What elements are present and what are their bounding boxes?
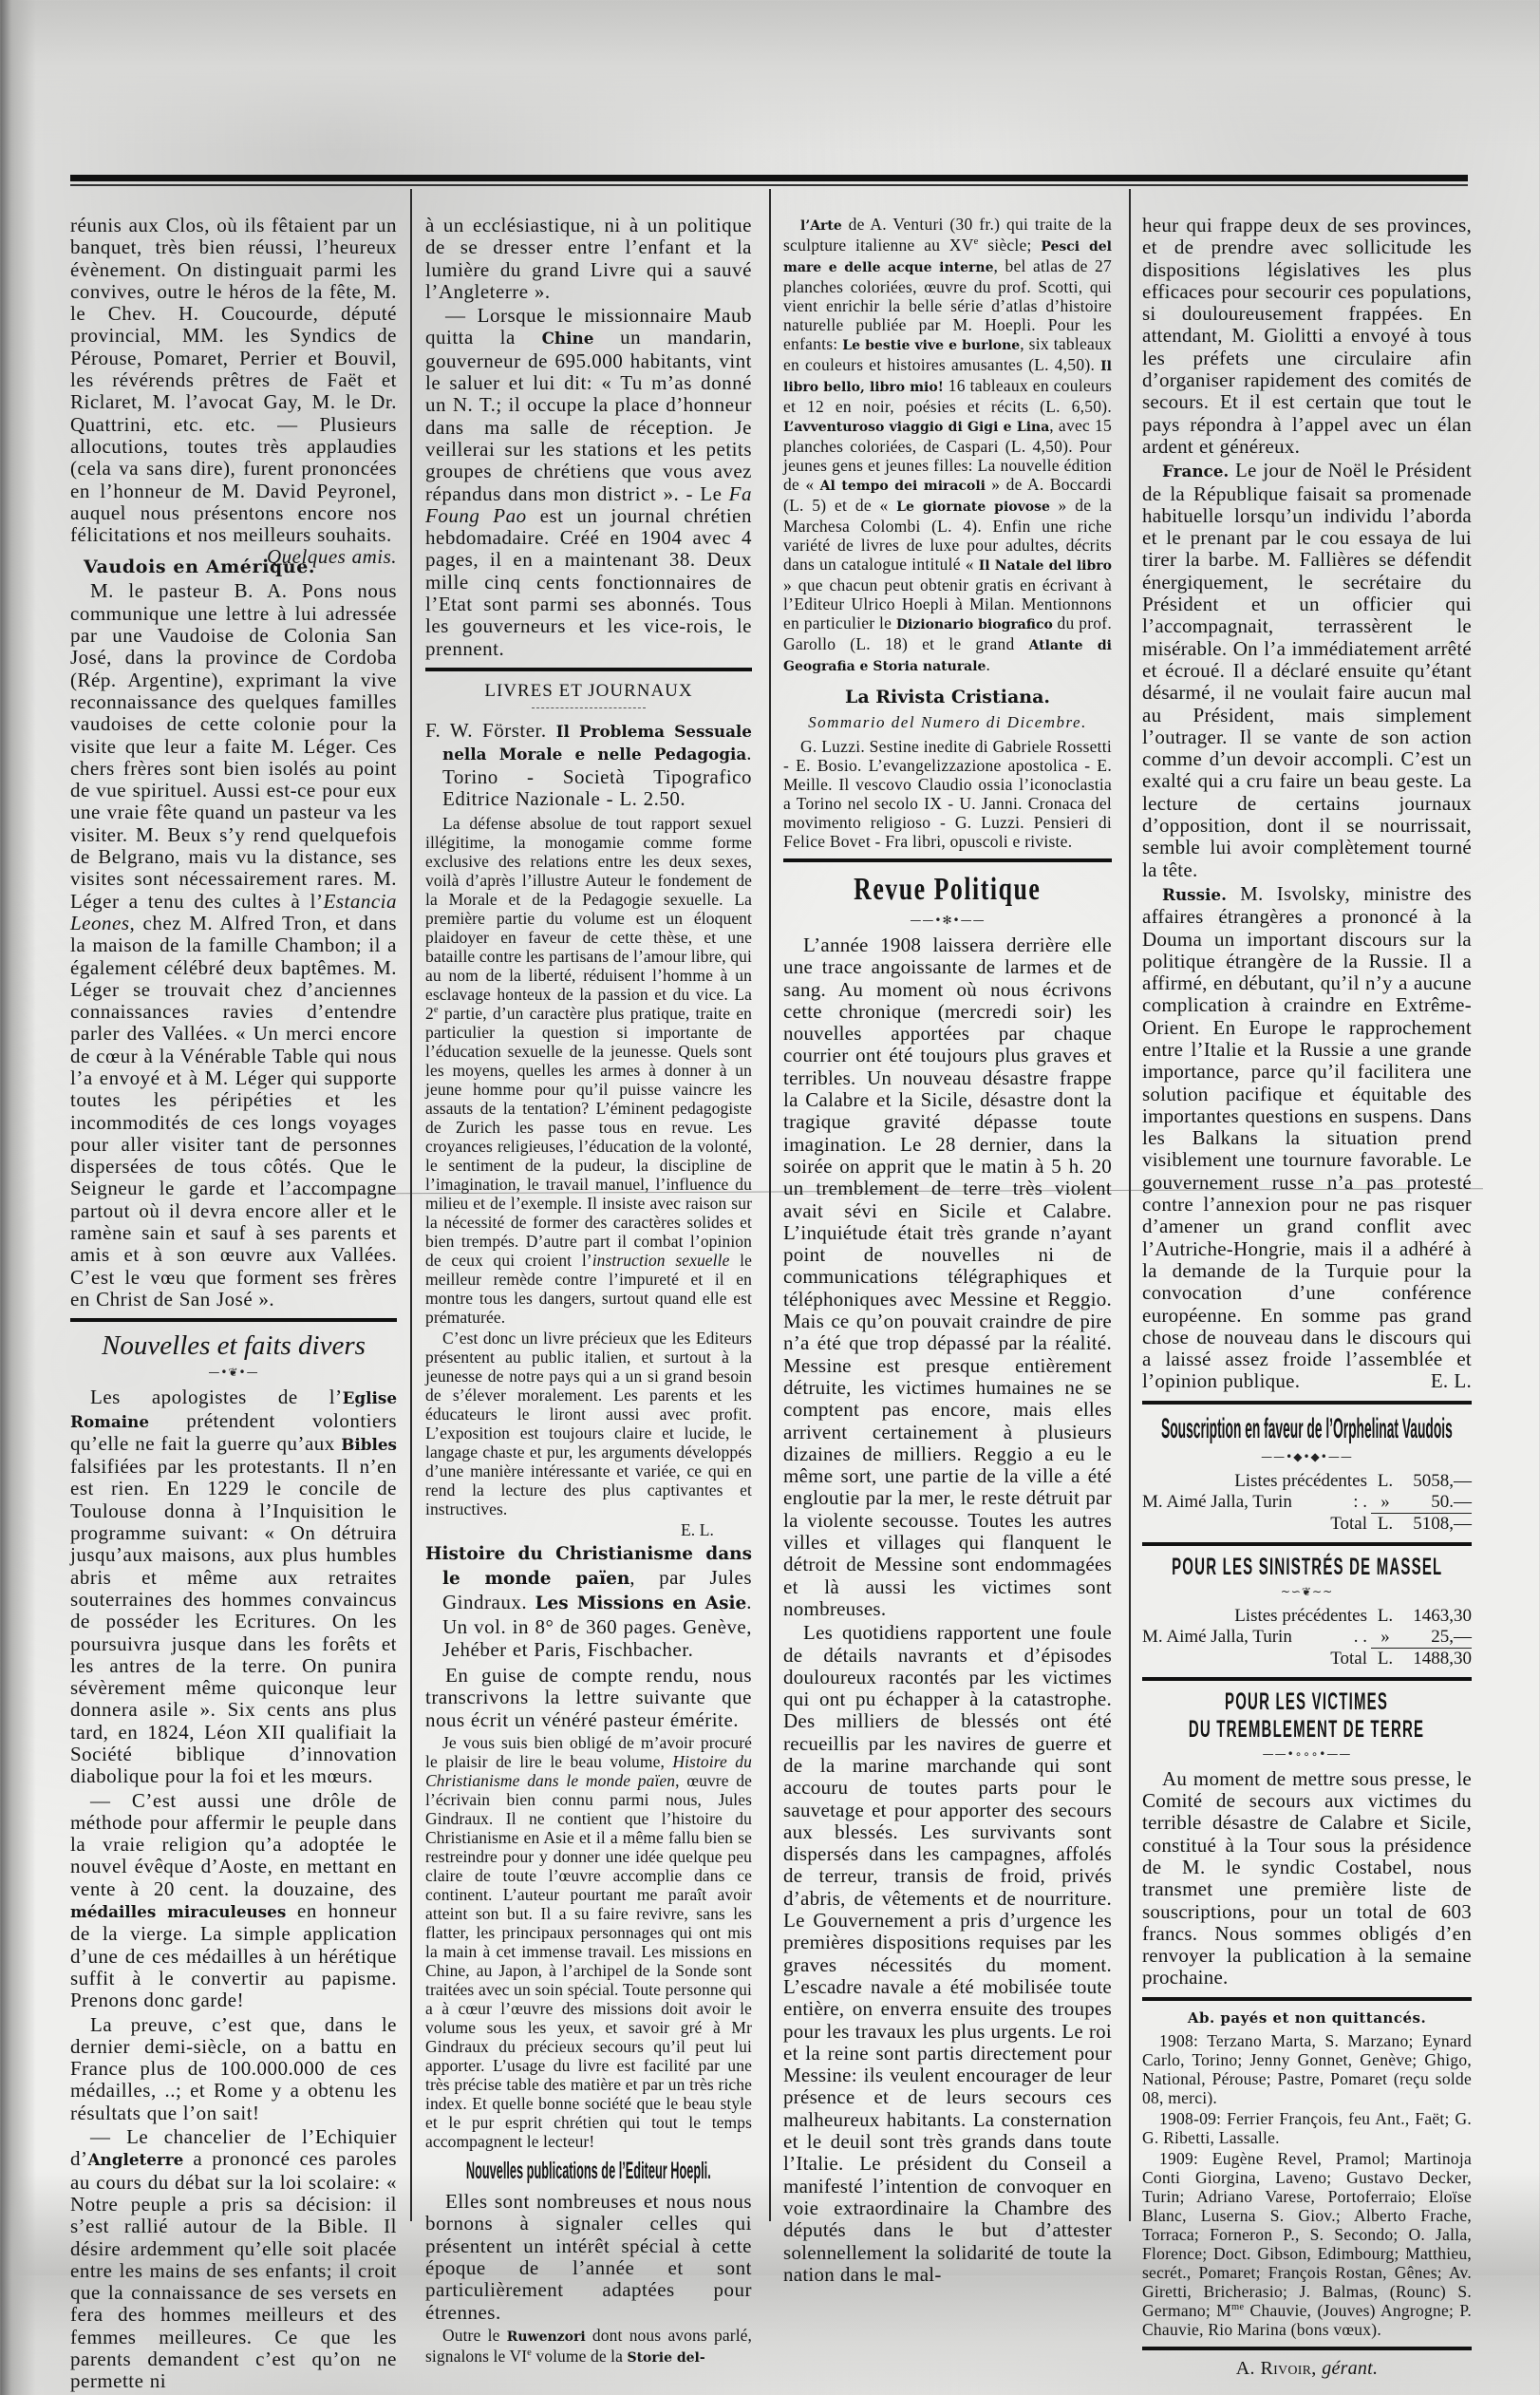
text-run: 1908: Terzano Marta, S. Marzano; Eynard Carlo, Torino; Jenny Gonnet, Genève; Ghigo, National, Pérouse; Pastre, Pomaret (reçu solde 08, merci).: [1142, 2030, 1472, 2107]
heading-text: Sommario del Numero di Dicembre.: [808, 713, 1087, 731]
text-run: Les apologistes de l’: [90, 1386, 343, 1409]
bold-text: Eglise Romaine: [70, 1388, 397, 1431]
text-run: a prononcé ces paroles au cours du débat sur la loi scolaire: « Notre peuple a pris sa décision: il s’est rallié autour de la Bible. Il désire ardemment qu’elle soit placée entre les mains de ses enfants; il croit que la connaissance de ses versets en fera des hommes meilleurs et des femmes meilleures. Ce que les parents demandent c’est qu’on ne permette ni: [70, 2147, 397, 2393]
ledger-total-amt: 5108,—: [1399, 1513, 1472, 1535]
bold-text: Chine: [541, 329, 594, 349]
ledger-desc: . .: [1353, 1626, 1367, 1647]
superscript-text: me: [1231, 2301, 1245, 2312]
ornament-icon: ——•✻•——: [910, 914, 986, 927]
ledger-name: M. Aimé Jalla, Turin: [1142, 1626, 1292, 1647]
text-run: L’année 1908 laissera derrière elle une trace angoissante de larmes et de sang. Au moment où nous écrivons cette chronique (mercredi soir) les nouvelles apportées par chaque courrier ont été toujours plus graves et terribles. Un nouveau désastre frappe la Calabre et la Sicile, désastre dont la tragique gravité dépasse toute imagination. Le 28 dernier, dans la soirée on apprit que le matin à 5 h. 20 un tremblement de terre très violent avait sévi en Sicile et Calabre. L’inquiétude était très grande n’ayant point de nouvelles ni de communications télégraphiques et téléphoniques avec Messine et Reggio. Mais ce qu’on pouvait craindre de pire n’a été que trop dépassé par la réalité. Messine est presque entièrement détruite, les victimes humaines ne se comptent pas encore, mais elles arrivent certainement à plusieurs dizaines de milliers. Reggio a eu le même sort, une partie de la ville a été engloutie par la mer, le reste détruit par la violente secousse. Toutes les autres villes et villages qui flanquent le détroit de Messine sont endommagées et là aussi les victimes sont nombreuses.: [783, 933, 1112, 1620]
text-run: de A. Venturi (30 fr.) qui traite de la sculpture italienne au XV: [783, 215, 1112, 255]
article-paragraph: [1142, 215, 1472, 458]
section-heading: [1142, 1688, 1472, 1744]
bold-text: Storie del-: [627, 2349, 705, 2366]
section-heading: [1142, 2008, 1472, 2027]
section-heading: [425, 2157, 752, 2185]
bold-text: Il Problema Sessuale nella Morale e nelle Pedagogia: [442, 721, 752, 764]
ledger-cur: L.: [1377, 1470, 1394, 1491]
text-run: Je vous suis bien obligé de m’avoir procuré le plaisir de lire le beau volume,: [425, 1733, 752, 1772]
heading-text: Revue Politique: [854, 872, 1042, 907]
bold-text: France.: [1162, 462, 1230, 481]
header-rule: [70, 175, 1468, 181]
article-paragraph: [425, 1733, 752, 2151]
signature: [425, 1520, 752, 1539]
heading-text: Souscription en faveur de l’Orphelinat Vaudois: [1161, 1412, 1453, 1444]
text-run: E. L.: [680, 1520, 714, 1540]
ornament-icon: ~∽❦∼~: [1280, 1584, 1334, 1598]
section-heading: [783, 870, 1112, 910]
column-divider: [1129, 189, 1131, 2221]
ledger-cur: »: [1380, 1491, 1390, 1512]
bold-text: Ruwenzori: [506, 2329, 586, 2345]
text-run: . Torino - Società Tipografico Editrice Nazionale - L. 2.50.: [442, 742, 752, 810]
text-run: , six tableaux en couleurs et histoires amusantes (L. 4,50).: [783, 334, 1112, 374]
section-rule: [70, 1318, 397, 1322]
text-run: du prof. Garollo (L. 18) et le grand: [783, 613, 1112, 653]
ornament-icon: ——•◆•◆•——: [1261, 1449, 1353, 1463]
text-run: » de A. Boccardi (L. 5) et de «: [783, 475, 1112, 515]
section-heading: [1142, 1554, 1472, 1581]
text-run: F. W. Förster.: [425, 718, 556, 742]
text-run: — Le chancelier de l’Echiquier d’: [70, 2125, 397, 2171]
ledger-desc: : .: [1353, 1491, 1367, 1512]
text-run: volume de la: [531, 2346, 628, 2366]
article-paragraph: [1142, 460, 1472, 881]
section-heading: [783, 686, 1112, 708]
section-heading: [783, 712, 1112, 733]
text-run: » de la Marchesa Colombi (L. 4). Enfin une riche variété de livres de luxe pour adultes, décrits dans un catalogue intitulé «: [783, 496, 1112, 574]
bold-text: l’Arte: [800, 218, 842, 234]
column-1: [70, 215, 397, 2395]
text-run: M. Isvolsky, ministre des affaires étrangères a prononcé à la Douma un important discours sur la politique étrangère de la Russie. Il a affirmé, en débutant, qu’il n’y a aucune complication à craindre en Extrême-Orient. En Europe le rapprochement entre l’Italie et la Russie a une grande importance, parce qu’il facilitera une solution pacifique et équitable des importantes questions en suspens. Dans les Balkans la situation prend visiblement une tournure favorable. Le gouvernement russe n’a pas protesté contre l’annexion pour ne pas risquer d’amener un grand conflit avec l’Autriche-Hongrie, mais il a adhéré à la demande de la Turquie pour la convocation d’une conférence européenne. En somme pas grand chose de nouveau dans le discours qui a laissé assez froide l’assemblée et l’opinion publique.: [1142, 881, 1472, 1393]
article-paragraph: [783, 1622, 1112, 2286]
ledger-total-cur: L.: [1371, 1513, 1399, 1535]
ledger-desc: Listes précédentes: [1234, 1605, 1367, 1626]
text-run: Rivoir: [1260, 2357, 1312, 2379]
section-rule: [425, 668, 752, 671]
text-run: . Un vol. in 8° de 360 pages. Genève, Jehéber et Paris, Fischbacher.: [442, 1591, 752, 1662]
subscription-ledger: [1142, 1606, 1472, 1669]
article-paragraph: [425, 2191, 752, 2324]
text-run: .: [986, 655, 991, 674]
heading-text: POUR LES SINISTRÉS DE MASSEL: [1171, 1553, 1443, 1580]
text-run: siècle;: [978, 236, 1042, 255]
italic-text: Histoire du Christianisme dans le monde païen: [425, 1752, 752, 1791]
text-run: 1909: Eugène Revel, Pramol; Martinoja Conti Giorgina, Laveno; Gustavo Decker, Turin; Adriano Varese, Portoferraio; Eloïse Blanc, Luserna S. Giov.; Alberto Frache, Torraca; Forneron P., S. Secondo; O. Jalla, Florence; Doct. Gibson, Edimbourg; Matthieu, secrét., Pomaret; François Rostan, Gênes; Av. Giretti, Bricherasio; J. Balmas, (Rounc) S. Germano; M: [1142, 2148, 1472, 2320]
text-run: le meilleur remède contre l’impureté et il en montre tous les dangers, surtout quand elle est prématurée.: [425, 1251, 752, 1328]
heading-text: LIVRES ET JOURNAUX: [484, 680, 693, 701]
ledger-row: [1142, 1606, 1472, 1627]
superscript-text: e: [973, 236, 979, 248]
italic-text: instruction sexuelle: [592, 1251, 730, 1271]
text-run: — C’est aussi une drôle de méthode pour affermir le peuple dans la vraie religion qu’a adoptée le nouvel évêque d’Aoste, en mettant en vente à 20 cent. la douzaine, des: [70, 1788, 397, 1900]
article-paragraph: [70, 2014, 397, 2124]
divider-line: [532, 707, 646, 708]
ledger-amt: 5058,—: [1413, 1470, 1472, 1491]
bold-text: Le giornate piovose: [896, 500, 1050, 515]
manager-signature: [1142, 2358, 1472, 2380]
text-run: G. Luzzi. Sestine inedite di Gabriele Rossetti - E. Bosio. L’evangelizzazione apostolica - E. Meille. Il vescovo Claudio ossia l’iconoclastia a Torino nel secolo IX - U. Janni. Cronaca del movimento religioso - G. Luzzi. Pensieri di Felice Bovet - Fra libri, opuscoli e riviste.: [783, 737, 1112, 851]
text-run: 16 tableaux en couleurs et 12 en noir, poésies et récits (L. 6,50).: [783, 376, 1112, 416]
article-paragraph: [1142, 1768, 1472, 1990]
article-paragraph: [425, 215, 752, 303]
byline: E. L.: [1430, 1369, 1472, 1393]
text-run: heur qui frappe deux de ses provinces, et de prendre avec sollicitude les dispositions législatives les plus efficaces pour secourir ces populations, si douloureusement frappées. En attendant, M. Giolitti a envoyé à tous les préfets une circulaire afin d’organiser rapidement des comités de secours. Et il est certain que tout le pays répondra à l’appel avec un élan ardent et généreux.: [1142, 214, 1472, 458]
ledger-amt: 1463,30: [1413, 1605, 1472, 1626]
italic-text: Estancia Leones: [70, 889, 397, 934]
text-run: partie, d’un caractère plus pratique, traite en particulier la question si importante de l’éducation sexuelle de la jeunesse. Quels sont les moyens, quelles les armes à donner à un jeune homme pour qu’il puisse vaincre les assauts de la tentation? L’éminent pedagogiste de Zurich les passe tous en revue. Les croyances religieuses, l’éducation de la volonté, le sentiment de la pudeur, la discipline de l’imagination, le travail manuel, l’influence du milieu et de l’exemple. Il insiste avec raison sur la nécessité de former des caractères solides et bien trempés. D’autre part il combat l’opinion de ceux qui croient l’: [425, 1004, 752, 1271]
section-rule: [1142, 1677, 1472, 1681]
text-run: En guise de compte rendu, nous transcrivons la lettre suivante que nous écrit un vénéré pasteur émérite.: [425, 1664, 752, 1731]
text-run: , par Jules Gindraux.: [442, 1566, 752, 1614]
text-run: Les quotidiens rapportent une foule de détails navrants et d’épisodes douloureux racontés par les victimes qui ont pu échapper à la catastrophe. Des milliers de blessés ont été recueillis par les navires de guerre et de la marine marchande qui sont accouru de toutes parts pour le sauvetage et pour apporter des secours aux blessés. Les survivants sont dispersés dans les campagnes, affolés de terreur, transis de froid, privés d’abris, de vêtements et de nourriture. Le Gouvernement a pris d’urgence les premières dispositions requises par les graves nécessités du moment. L’escadre navale a été mobilisée toute entière, on enverra ensuite des troupes pour les travaux les plus urgents. Le roi et la reine sont partis directement pour Messine: ils veulent encourager de leur présence et de leurs secours ces malheureux habitants. La consternation et le deuil sont très grands dans toute l’Italie. Le président du Conseil a manifesté l’intention de convoquer en voie extraordinaire la Chambre des députés dans le but d’attester solennellement la solidarité de toute la nation dans le mal-: [783, 1621, 1112, 2286]
section-heading: [425, 679, 752, 704]
heading-text: Nouvelles publications de l’Editeur Hoepli.: [466, 2158, 711, 2185]
ledger-row: [1142, 1471, 1472, 1492]
book-entry: [425, 1541, 752, 1661]
text-run: à un ecclésiastique, ni à un politique de se dresser entre l’enfant et la lumière du grand Livre qui a sauvé l’Angleterre ».: [425, 214, 752, 303]
byline: Quelques amis.: [267, 545, 397, 569]
article-paragraph: [425, 1665, 752, 1731]
heading-text: POUR LES VICTIMES DU TREMBLEMENT DE TERRE: [1189, 1688, 1425, 1743]
subscription-ledger: [1142, 1471, 1472, 1535]
ledger-total-desc: Total: [1330, 1513, 1367, 1534]
column-4: [1142, 215, 1472, 2382]
bold-text: Il libro bello, libro mio!: [783, 359, 1112, 395]
text-run: , chez M. Alfred Tron, et dans la maison de la famille Chambon; il a également célébré deux baptêmes. M. Léger se trouvait chez d’anciennes connaissances ravies d’entendre parler des Vallées. « Un merci encore de cœur à la Vénérable Table qui nous l’a envoyé et à M. Léger qui supporte toutes les péripéties et les incommodités de ces longs voyages pour aller visiter tant de personnes dispersées de tous côtés. Que le Seigneur le garde et l’accompagne partout où il devra encore aller et le ramène sain et sauf à ses parents et amis et à son œuvre aux Vallées. C’est le vœu que forment ses frères en Christ de San José ».: [70, 911, 397, 1311]
text-run: C’est donc un livre précieux que les Editeurs présentent au public italien, et surtout à la jeunesse de notre pays qui a un si grand besoin de s’élever moralement. Les parents et les éducateurs le liront aussi avec profit. L’exposition est toujours claire et lucide, le langage chaste et pur, les arguments développés d’une manière intéressante et variée, ce qui en rend la lecture des plus captivantes et instructives.: [425, 1329, 752, 1519]
article-paragraph: [425, 305, 752, 660]
bold-text: Dizionario biografico: [895, 617, 1053, 632]
ledger-total-cur: L.: [1371, 1648, 1399, 1669]
ledger-total: [1142, 1648, 1472, 1669]
section-rule: [1142, 1542, 1472, 1546]
section-heading: [1142, 1412, 1472, 1446]
text-run: ,: [1311, 2357, 1323, 2379]
text-run: en honneur de la vierge. La simple application d’une de ces médailles à un hérétique suffit à le convertir au papisme. Prenons donc garde!: [70, 1899, 397, 2012]
bold-text: Angleterre: [87, 2150, 184, 2170]
article-paragraph: [70, 2126, 397, 2393]
section-rule: [1142, 1997, 1472, 2001]
text-run: dont nous avons parlé, signalons le VI: [425, 2325, 752, 2366]
text-run: prétendent volontiers qu’elle ne fait la guerre qu’aux: [70, 1408, 397, 1455]
superscript-text: e: [433, 1005, 439, 1016]
column-divider: [769, 189, 771, 2221]
text-run: Le jour de Noël le Président de la République faisait sa promenade habituelle lorsqu’un individu l’aborda et le prenant par le cou essaya de lui tirer la barbe. M. Fallières se défendit énergiquement, le secrétaire du Président et un officier qui l’accompagnait, terrassèrent le misérable. On l’a immédiatement arrêté et écroué. Il a déclaré ensuite qu’étant désarmé, il ne voulait faire aucun mal au Président, mais simplement l’outrager. Il se vante de son action comme d’un devoir accompli. C’est un exalté qui a cru faire un beau geste. La lecture de certains journaux d’opposition, dont il se nourrissait, semble lui avoir complètement tourné la tête.: [1142, 459, 1472, 881]
section-rule: [1142, 1401, 1472, 1405]
text-run: La défense absolue de tout rapport sexuel illégitime, la monogamie comme forme exclusive des relations entre les deux sexes, voilà d’après l’illustre Auteur le fondement de la Morale et de la Pedagogie sexuelle. La première partie du volume est un éloquent plaidoyer en faveur de cette thèse, et une bataille contre les partisans de l’amour libre, qui au nom de la liberté, réduisent l’homme à un esclavage honteux de la passion et du vice. La 2: [425, 814, 752, 1024]
text-run: Chauvie, (Jouves) Angrogne; P. Chauvie, Rio Marina (bons vœux).: [1142, 2300, 1472, 2339]
text-run: La preuve, c’est que, dans le dernier demi-siècle, on a battu en France plus de 100.000.000 de ces médailles, ..; et Rome y a obtenu les résultats que l’on sait!: [70, 2012, 397, 2124]
text-run: A.: [1235, 2357, 1261, 2379]
heading-text: Vaudois en Amérique.: [84, 556, 316, 578]
article-paragraph: [425, 814, 752, 1327]
ledger-row: [1142, 1627, 1472, 1648]
bold-text: L’avventuroso viaggio di Gigi e Lina: [783, 420, 1050, 435]
ledger-row: [1142, 1492, 1472, 1513]
article-paragraph: [70, 1386, 397, 1787]
text-run: Au moment de mettre sous presse, le Comité de secours aux victimes du terrible désastre de Calabre et Sicile, constitué à la Tour sous la présidence de M. le syndic Costabel, nous transmet une première liste de souscriptions, pour un total de 603 francs. Nous sommes obligés d’en renvoyer la publication à la semaine prochaine.: [1142, 1766, 1472, 1990]
heading-text: Nouvelles et faits divers: [102, 1330, 366, 1362]
text-run: , bel atlas de 27 planches coloriées, œuvre du prof. Scotti, qui vient enrichir la belle série d’atlas d’histoire naturelle publiée par M. Hoepli. Pour les enfants:: [783, 256, 1112, 353]
section-heading: [70, 1330, 397, 1362]
section-heading: [70, 556, 316, 578]
text-run: falsifiées par les protestants. Il n’en est rien. En 1229 le concile de Toulouse donna à l’Inquisition le programme suivant: « On détruira jusqu’aux maisons, aux plus humbles abris et même aux retraites souterraines des hommes convaincus de posséder les Ecritures. On les poursuivra jusque dans les forêts et les antres de la terre. On punira sévèrement même quiconque leur donnera asile ». Six cents ans plus tard, en 1824, Léon XII qualifiait la Société biblique d’innovation diabolique pour la foi et les mœurs.: [70, 1455, 397, 1788]
bold-text: Bibles: [341, 1434, 397, 1454]
bold-text: médailles miraculeuses: [70, 1902, 287, 1922]
text-run: réunis aux Clos, où ils fêtaient par un banquet, très bien réussi, l’heureux évènement. On distinguait parmi les convives, outre le héros de la fête, M. le Chev. H. Coucourde, député provincial, MM. les Syndics de Pérouse, Pomaret, Perrier et Bouvil, les révérends prêtres de Faët et Riclaret, M. l’avocat Gay, M. le Dr. Quattrini, etc. etc. — Plusieurs allocutions, toutes très applaudies (cela va sans dire), furent prononcées en l’honneur de M. David Peyronel, auquel nous présentons encore nos félicitations et nos meilleurs souhaits.: [70, 214, 397, 547]
text-run: Elles sont nombreuses et nous nous bornons à signaler celles qui présentent un intérêt spécial à cette époque de l’année et sont particulièrement adaptées pour étrennes.: [425, 2190, 752, 2324]
text-run: , avec 15 planches coloriées, de Caspari (L. 4,50). Pour jeunes gens et jeunes filles: La nouvelle édition de «: [783, 416, 1112, 494]
superscript-text: e: [527, 2347, 532, 2358]
header-rule-thin: [70, 184, 1468, 186]
section-rule: [1142, 2347, 1472, 2350]
ledger-total: [1142, 1513, 1472, 1535]
text-run: est un journal chrétien hebdomadaire. Créé en 1904 avec 4 pages, il en a maintenant 38. Deux mille cinq cents fonctionnaires de l’Etat sont parmi ses abonnés. Tous les gouverneurs et les vice-rois, le prennent.: [425, 503, 753, 660]
ledger-cur: L.: [1377, 1605, 1394, 1626]
article-paragraph: [1142, 2031, 1472, 2107]
ledger-cur: »: [1380, 1626, 1390, 1647]
column-divider: [410, 189, 412, 2221]
article-paragraph: [1142, 883, 1472, 1393]
text-run: M. le pasteur B. A. Pons nous communique une lettre à lui adressée par une Vaudoise de Colonia San José, dans la province de Cordoba (Rép. Argentine), exprimant la vive reconnaissance des quelques familles vaudoises de cette colonie pour la visite que leur a faite M. Léger. Ces chers frères sont bien isolés au point de vue spirituel. Aussi est-ce pour eux une vraie fête quand un pasteur va les visiter. M. Beux s’y rend quelquefois de Belgrano, mais vu la distance, ses visites sont nécessairement rares. M. Léger a tenu des cultes à l’: [70, 579, 397, 913]
heading-text: Ab. payés et non quittancés.: [1187, 2008, 1427, 2027]
ledger-total-amt: 1488,30: [1399, 1648, 1472, 1669]
bold-text: Les Missions en Asie: [535, 1594, 747, 1614]
article-paragraph: [70, 580, 397, 1311]
article-paragraph: [1142, 2109, 1472, 2147]
article-paragraph: [783, 737, 1112, 851]
article-paragraph: [783, 215, 1112, 676]
column-2: [425, 215, 752, 2369]
article-paragraph: [1142, 2149, 1472, 2339]
ledger-desc: Listes précédentes: [1234, 1470, 1367, 1491]
bold-text: Pesci del mare e delle acque interne: [783, 239, 1113, 275]
bold-text: Russie.: [1162, 884, 1227, 904]
book-entry: [425, 720, 752, 810]
ledger-total-desc: Total: [1330, 1648, 1367, 1669]
italic-text: gérant.: [1322, 2357, 1379, 2379]
text-run: Outre le: [442, 2325, 507, 2345]
bold-text: Il Natale del libro: [978, 558, 1112, 574]
article-paragraph: [70, 1790, 397, 2012]
bold-text: Al tempo dei miracoli: [819, 479, 986, 494]
article-paragraph: [425, 1329, 752, 1518]
text-run: un mandarin, gouverneur de 695.000 habitants, vint le saluer et lui dit: « Tu m’as donné un N. T.; il occupe la place d’honneur dans ma salle de réception. Je veillerai sur les stations et les petits groupes de chrétiens que vous avez répandus dans mon district ». - Le: [425, 326, 752, 505]
italic-text: Fa Foung Pao: [425, 481, 752, 527]
ledger-amt: 25,—: [1431, 1626, 1472, 1647]
bold-text: Le bestie vive e burlone: [842, 338, 1021, 353]
ledger-name: M. Aimé Jalla, Turin: [1142, 1491, 1292, 1512]
heading-text: La Rivista Cristiana.: [844, 687, 1051, 707]
text-run: , œuvre de l’écrivain bien connu parmi nous, Jules Gindraux. Il ne contient que l’histoire du Christianisme en Asie et il a même fallu bien se restreindre pour y donner une idée quelque peu claire de toute l’œuvre accomplie dans ce continent. L’auteur pourtant me paraît avoir atteint son but. Il a su faire revivre, sans les flatter, les principaux personnages qui ont mis la main à cet immense travail. Les missions en Chine, au Japon, à l’archipel de la Sonde sont traitées avec un soin spécial. Toute personne qui a à cœur l’œuvre des missions doit avoir le volume sous les yeux, et savoir gré à Mr Gindraux du précieux secours qu’il peut lui apporter. L’usage du livre est facilité par une très précise table des matière et par un très riche index. Et quelle bonne société que le beau style et le pur esprit chrétien qui tout le temps accompagnent le lecteur!: [425, 1771, 752, 2152]
text-run: 1908-09: Ferrier François, feu Ant., Faët; G. G. Ribetti, Lassalle.: [1142, 2108, 1472, 2147]
ledger-amt: 50.—: [1431, 1491, 1472, 1512]
ornament-icon: ——•∘∘∘•——: [1262, 1746, 1352, 1761]
column-3: [783, 215, 1112, 2288]
section-rule: [783, 858, 1112, 862]
article-paragraph: [783, 934, 1112, 1620]
bold-text: Atlante di Geografia e Storia naturale: [783, 638, 1112, 674]
ornament-icon: —•❦•—: [208, 1366, 259, 1380]
article-paragraph: [425, 2326, 752, 2367]
text-run: — Lorsque le missionnaire Maub quitta la: [425, 304, 752, 349]
text-run: » que chacun peut obtenir gratis en écrivant à l’Editeur Ulrico Hoepli à Milan. Mentionnons en particulier le: [783, 575, 1112, 632]
bold-text: Histoire du Christianisme dans le monde païen: [425, 1544, 752, 1590]
